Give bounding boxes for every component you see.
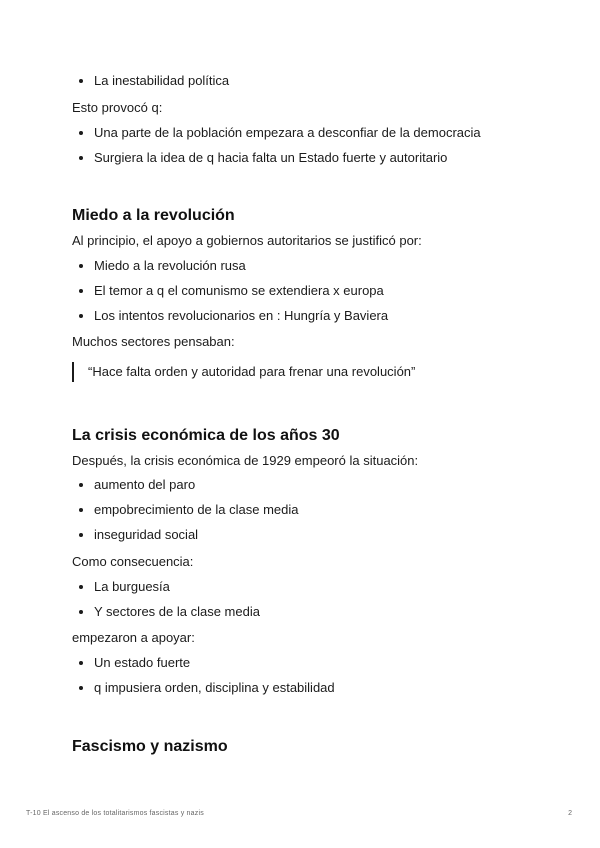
list-item: empobrecimiento de la clase media — [72, 501, 542, 519]
paragraph-lead: Muchos sectores pensaban: — [72, 334, 235, 349]
list-item: q impusiera orden, disciplina y estabilidad — [72, 679, 542, 697]
bullet-dot — [79, 610, 83, 614]
bullet-dot — [79, 483, 83, 487]
paragraph-intro: Después, la crisis económica de 1929 empeoró la situación: — [72, 453, 419, 468]
bullet-dot — [79, 661, 83, 665]
paragraph-intro: Esto provocó q: — [72, 100, 163, 115]
bullet-dot — [79, 508, 83, 512]
list-item: La burguesía — [72, 578, 542, 596]
bullet-list — [72, 257, 542, 325]
bullet-dot — [79, 289, 83, 293]
bullet-dot — [79, 79, 83, 83]
list-item: Una parte de la población empezara a desconfiar de la democracia — [72, 124, 542, 142]
bullet-list — [72, 578, 542, 621]
bullet-dot — [79, 686, 83, 690]
list-item: Miedo a la revolución rusa — [72, 257, 542, 275]
paragraph-label: empezaron a apoyar: — [72, 630, 195, 645]
bullet-list — [72, 476, 542, 544]
list-item: Un estado fuerte — [72, 654, 542, 672]
list-item: inseguridad social — [72, 526, 542, 544]
list-item: Surgiera la idea de q hacia falta un Estado fuerte y autoritario — [72, 149, 542, 167]
bullet-dot — [79, 314, 83, 318]
blockquote — [72, 363, 548, 381]
list-item: El temor a q el comunismo se extendiera x europa — [72, 282, 542, 300]
paragraph-label: Como consecuencia: — [72, 554, 194, 569]
page-number: 2 — [568, 810, 572, 817]
bullet-dot — [79, 131, 83, 135]
bullet-list — [72, 124, 542, 167]
paragraph-intro: Al principio, el apoyo a gobiernos autoritarios se justificó por: — [72, 233, 422, 248]
list-item: Y sectores de la clase media — [72, 603, 542, 621]
quote-text: “Hace falta orden y autoridad para frenar una revolución” — [88, 364, 416, 379]
section-heading: Fascismo y nazismo — [72, 738, 228, 755]
bullet-dot — [79, 156, 83, 160]
list-item: aumento del paro — [72, 476, 542, 494]
quote-bar — [72, 362, 74, 382]
bullet-dot — [79, 264, 83, 268]
bullet-dot — [79, 533, 83, 537]
bullet-list-top — [72, 72, 229, 90]
bullet-list — [72, 654, 542, 697]
bullet-dot — [79, 585, 83, 589]
footer-title: T-10 El ascenso de los totalitarismos fascistas y nazis — [26, 810, 204, 817]
list-item: La inestabilidad política — [72, 72, 229, 90]
list-item: Los intentos revolucionarios en : Hungría y Baviera — [72, 307, 542, 325]
section-heading: La crisis económica de los años 30 — [72, 427, 340, 444]
section-heading: Miedo a la revolución — [72, 207, 235, 224]
